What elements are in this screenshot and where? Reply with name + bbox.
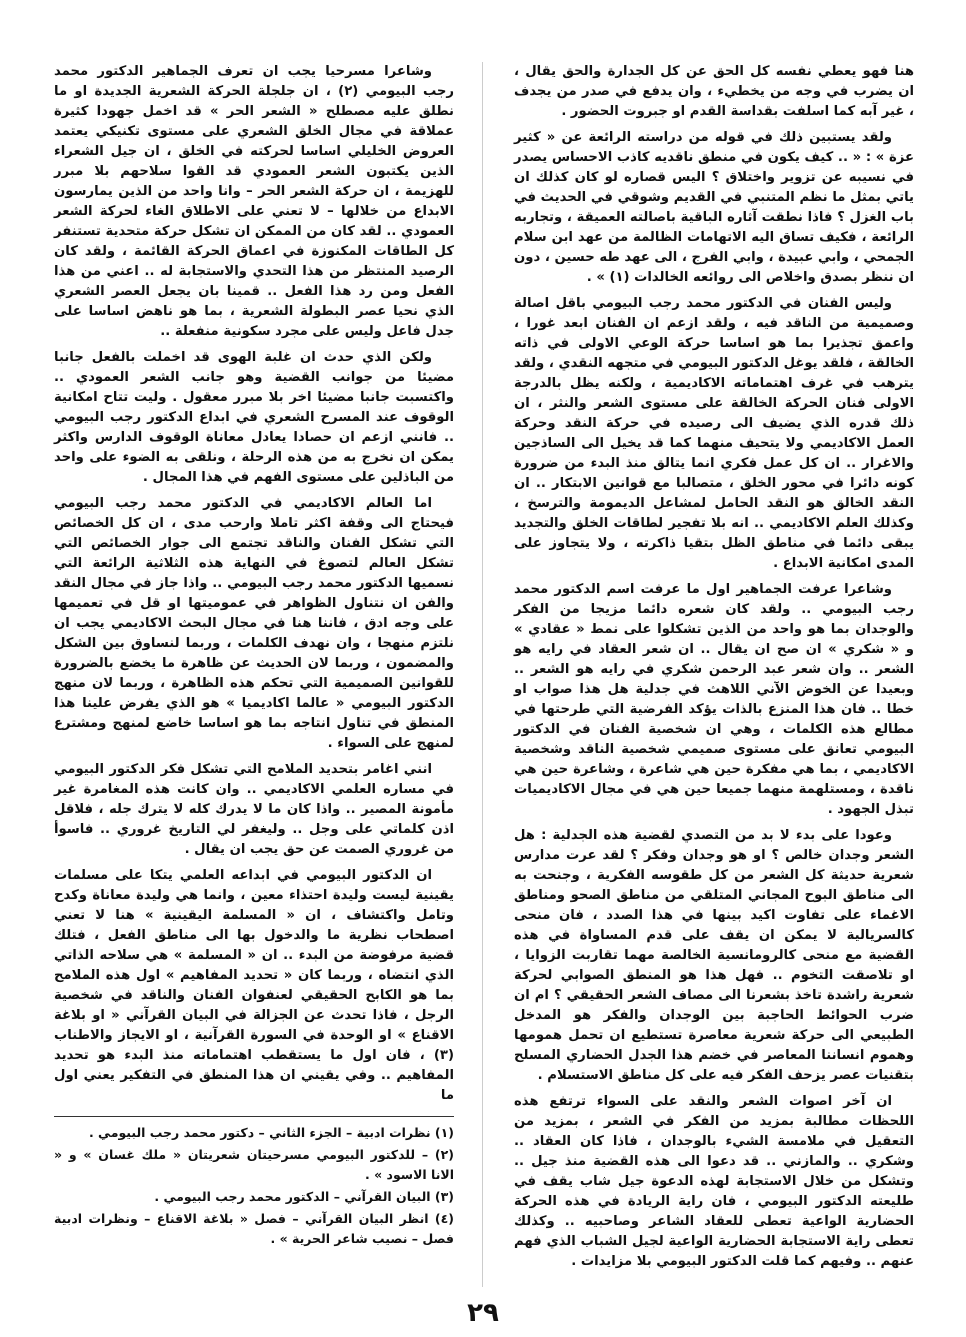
footnote: (٢) – للدكتور البيومي مسرحيتان شعريتان « ملك غسان » و « الانا الاسود » . [54, 1147, 454, 1182]
footnote: (٣) البيان القرآني – الدكتور محمد رجب البيومي . [154, 1189, 454, 1204]
paragraph: وشاعرا مسرحيا يجب ان تعرف الجماهير الدكتور محمد رجب البيومي (٢) ، ان جلجلة الحركة الشعرية الجديدة او ما نطلق عليه مصطلح « الشعر الحر » قد اخمل جهودا كثيرة عملاقة في مجال الخلق الشعري على مستوى تكنيكي يعتمد العروض الخليلي اساسا لحركته في الخلق ، ان جيل الشعراء الذين يكتبون الشعر العمودي قد القوا سلاحهم بلا مبرر للهزيمة ، ان حركة الشعر الحر – وانا واحد من الذين يمارسون الابداع من خلالها – لا تعني على الاطلاق الغاء لحركة الشعر العمودي .. لقد كان من الممكن ان تشكل حركة متحدية تستنفر كل الطاقات المكنوزة في اعماق الحركة القائمة ، ولقد كان الرصيد المنتظر من هذا التحدي والاستجابة له .. اعني من هذا الفعل ومن رد هذا الفعل .. قمينا بان يجعل العصر الشعري الذي نحيا عصر البطولة الشعرية ، بما هو ناهض اساسا على جدل فاعل وليس على مجرد سكونية منفعلة .. [54, 64, 455, 339]
paragraph: وشاعرا عرفت الجماهير اول ما عرفت اسم الدكتور محمد رجب البيومي .. ولقد كان شعره دائما مزيجا من الفكر والوجدان بما هو واحد من الذين تشكلوا على نمط « عقادي » و « شكري » ان صح ان يقال .. ان شعر العقاد في رايه هو الشعر .. وان شعر عبد الرحمن شكري في رايه هو الشعر .. وبعيدا عن الخوض الآني اللاهث في جدلية هل هذا صواب او خطا .. فان هذا المنزع بالذات يؤكد الفرضية التي طرحتها في مطالع هذه الكلمات ، وهي ان شخصية الفنان في الدكتور البيومي تعانق على مستوى صميمي شخصية الناقد وشخصية الاكاديمي ، بما هي مفكرة حين هي شاعرة ، وشاعرة حين هي ناقدة ، ومستلهمة منهما جميعا حين هي في مجال الاكاديميات تبذل الجهود . [514, 582, 914, 817]
paragraph: اما العالم الاكاديمي في الدكتور محمد رجب البيومي فيحتاج الى وقفة اكثر تاملا وارحب مدى ، ان كل الخصائص التي تشكل الفنان والناقد تجتمع الى جوار الخصائص التي تشكل العالم لتصوغ في النهاية هذه الثلاثية الرائعة التي نسميها الدكتور محمد رجب البيومي .. واذا جاز في مجال النقد والفن ان نتناول الظواهر في عموميتها او قل في تعميمها على وجه ادق ، فاننا هنا في مجال البحث الاكاديمي يجب ان نلتزم منهجا ، وان نهدف الكلمات ، وربما لنساوق بين الشكل والمضمون ، وربما لان الحديث عن ظاهرة ما يخضع بالضرورة للقوانين الصميمية التي تحكم هذه الظاهرة ، وربما لان منهج الدكتور البيومي « عالما اكاديميا » هو الذي يفرض علينا هذا المنطق في تناول انتاجه بما هو اساسا خاضع لمنهج ومشترع لمنهج على السواء . [54, 496, 454, 751]
paragraph: ولكن الذي حدث ان غلبة الهوى قد اخملت بالفعل جانبا مضيئا من جوانب القضية وهو جانب الشعر العمودي .. واكتسبت جانبا مضيئا اخر بلا مبرر معقول . وليت تتاح امكانية الوقوف عند المسرح الشعري في ابداع الدكتور رجب البيومي .. فانني ازعم ان حصادا يعادل معاناة الوقوف الدارس واكثر يمكن ان نخرج به من هذه الرحلة ، ونلقى به الضوء على واحد من الباذلين على مستوى الفهم في هذا المجال . [54, 350, 454, 485]
footnote: (١) نظرات ادبية – الجزء الثاني – دكتور محمد رجب البيومي . [88, 1125, 454, 1140]
column-divider [482, 62, 483, 1287]
paragraph: وعودا على بدء لا بد من التصدي لقضية هذه الجدلية : هل الشعر وجدان خالص ؟ او هو وجدان وفكر ؟ لقد عرت مدارس شعرية حديثة كل الشعر من كل طقوسه الفكرية ، وجنحت به الى مناطق البوح المجاني المتلقي من مناطق الصحو ومناطق الاغماء على تفاوت اكيد بينها في هذا الصدد ، فان منحى كالسريالية لا يمكن ان يقف على قدم المساواة في هذه القضية مع منحى كالرومانسية الخالصة مهما تقاربت الزوايا ، او تلاصقت التخوم .. فهل هذا هو المنطق الصوابي لحركة شعرية راشدة تاخذ بشعرنا الى مصاف الشعر الحقيقي ؟ ام ان ضرب الحوائط الحاجبة بين الوجدان والفكر هو المدخل الطبيعي الى حركة شعرية معاصرة تستطيع ان تحمل همومها وهموم انساننا المعاصر في خضم هذا الجدل الحضاري المسلح بتقنيات عصر يزحف الفكر فيه على كل مناطق الاستسلام . [514, 828, 914, 1083]
paragraph: ولقد يستبين ذلك في قوله من دراسته الرائعة عن « كثير عزة » : « .. كيف يكون في منطق ناقديه كاذب الاحساس يصدر في نسيبه عن تزوير واختلاق ؟ اليس قصاره لو كان كذلك ان ياتي بمثل ما نظم المتنبي في القديم وشوقي في الحديث في باب الغزل ؟ فاذا نطقت آثاره الباقية باصالته العميقة ، وتجاربه الرائعة ، فكيف تساق اليه الاتهامات الظالمة من عهد ابن سلام الجمحي ، وابي عبيدة ، وابي الفرج ، الى عهد طه حسين ، دون ان ننظر بصدق واخلاص الى روائعه الخالدات (١) » . [514, 130, 914, 285]
left-column [54, 62, 454, 1251]
page-number: ٢٩ [467, 1298, 499, 1328]
footnotes [54, 1116, 454, 1249]
paragraph: ان آخر اصوات الشعر والنقد على السواء ترتفع هذه اللحظات مطالبة بمزيد من الفكر في الشعر ، بمزيد من التعقيل في ملامسة الشيء بالوجدان ، فاذا كان العقاد .. وشكري .. والمازني .. قد دعوا الى هذه القضية منذ جيل .. وتشكل من خلال الاستجابة لهذه الدعوة جيل شاب يقف في طليعته الدكتور البيومي ، فان راية الريادة في هذه الحركة الحضارية الواعية تعطى للعقاد الشاعر وصاحبيه .. وكذلك تعطى راية الاستجابة الحضارية الواعية لجيل الشباب الذي فهم عنهم .. وفيهم كما قلت الدكتور البيومي بلا مزايدات . [514, 1094, 914, 1269]
paragraph: هنا فهو يعطي نفسه كل الحق عن كل الجدارة والحق يقال ، ان يضرب في وجه من يخطيء ، وان يدفع في صدر من يجدف ، غير آبه كما اسلفت بقداسة القدم او جبروت الحضور . [514, 64, 914, 119]
footnote: (٤) انظر البيان القرآني – فصل « بلاغة الاقناع – ونظرات ادبية فصل – نصيب شاعر الحرية » . [54, 1211, 454, 1246]
paragraph: ان الدكتور البيومي في ابداعه العلمي يتكا على مسلمات يقينية ليست وليدة احتذاء معين ، وانما هي وليدة معاناة وكدح وتامل واكتشاف ، ان « المسلمة اليقينية » هنا لا تعني اصطحاب نظرية ما والدخول بها الى مناطق الفعل ، فتلك قضية مرفوضة من البدء .. ان « المسلمة » هي سلاحه الذاتي الذي انتضاه ، وربما كان « تحديد المفاهيم » اول هذه الملامح بما هو الكابح الحقيقي لعنفوان الفنان والناقد في شخصية الرجل ، فاذا تحدث عن الجزالة في البيان القرآني « او بلاغة الاقناع » او الوحدة في السورة القرآنية ، او الايجاز والاطناب (٣) ، فان اول ما يستقطب اهتماماته منذ البدء هو تحديد المفاهيم .. وفي يقيني ان هذا المنطق في التفكير يعني اول ما [54, 868, 454, 1103]
paragraph: وليس الفنان في الدكتور محمد رجب البيومي باقل اصالة وصميمية من الناقد فيه ، ولقد ازعم ان الفنان ابعد غورا ، واعمق تجذيرا بما هو اساسا حركة الوعي الاولى في ذاته الخالقة ، فلقد يوغل الدكتور البيومي في متجهه النقدي ، ولقد يترهب في غرف اهتماماته الاكاديمية ، ولكنه يظل بالدرجة الاولى فنان الحركة الخالقة على مستوى الشعر والنثر ، ان ذلك قدره الذي يضيف الى رصيده في حركة النقد وحركة العمل الاكاديمي ولا يتحيف منهما كما قد يخيل الى الساذجين والاغرار .. ان كل عمل فكري انما يتالق منذ البدء من ضرورة كونه دائرا في محور الخلق ، متصالبا مع قوانين الابتكار .. ان النقد الخالق هو النقد الحامل لمشاعل الديمومة والترسخ ، وكذلك العلم الاكاديمي .. انه بلا تفجير لطاقات الخلق والتجديد يبقى دائما في مناطق الظل بتقيا ذاكرته ، ولا يتجاوز على المدى امكانية الابداع . [514, 296, 914, 571]
paragraph: انني اغامر بتحديد الملامح التي تشكل فكر الدكتور البيومي في مساره العلمي الاكاديمي .. وان كانت هذه المغامرة غير مأمونة المصير .. واذا كان ما لا يدرك كله لا يترك جله ، فلاقل اذن كلماتي على وجل .. وليغفر لي التاريخ غروري .. فاسوأ من غروري الصمت عن حق يجب ان يقال . [54, 762, 454, 857]
right-column [514, 62, 914, 1278]
